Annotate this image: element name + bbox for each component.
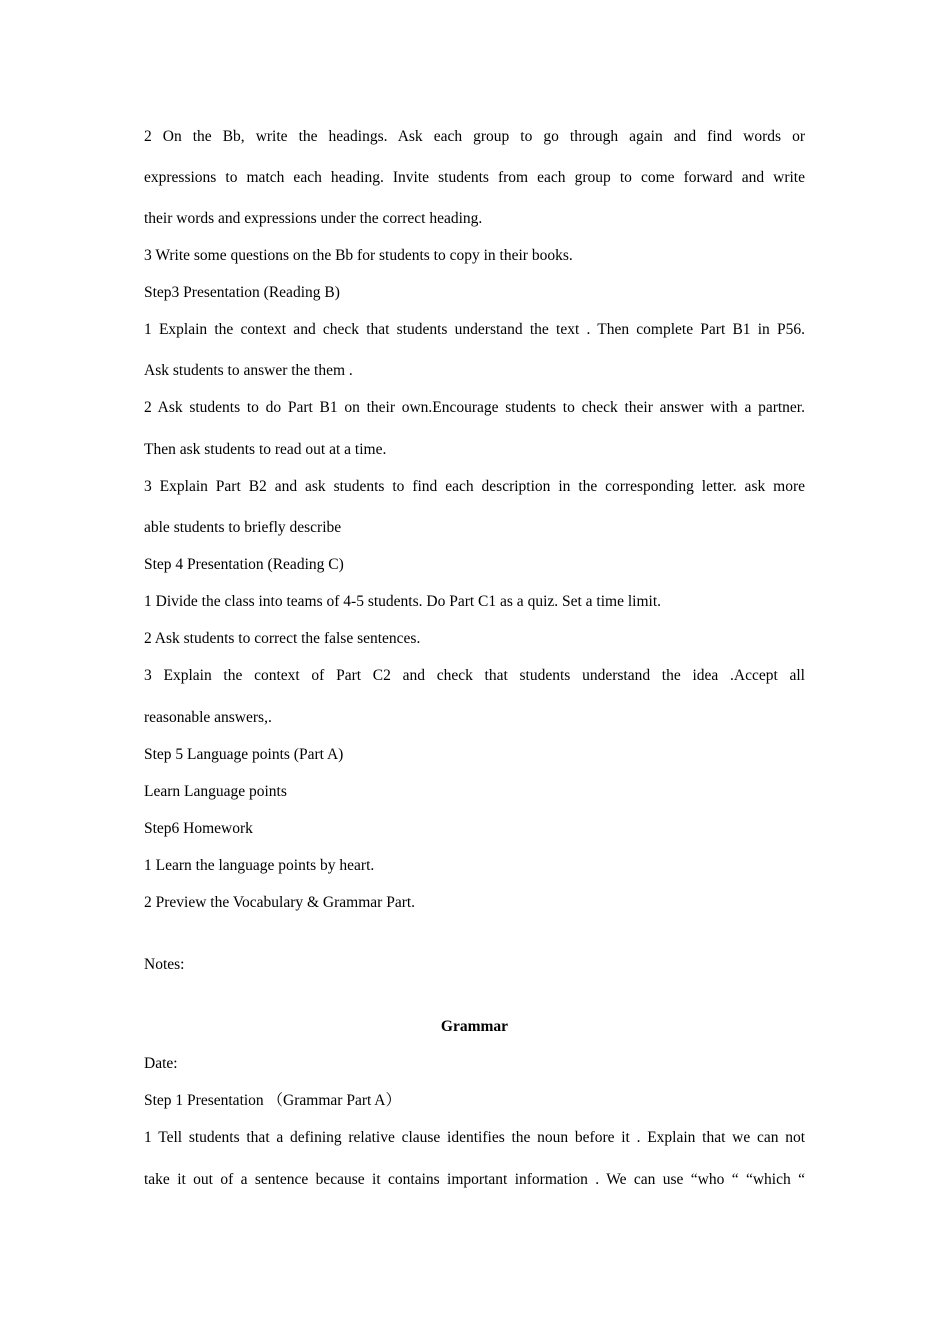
paragraph-line: 2 Ask students to do Part B1 on their own.Encourage students to check their answer with a partner. <box>144 399 805 416</box>
paragraph-line: reasonable answers,. <box>144 709 272 726</box>
paragraph-line: 1 Tell students that a defining relative clause identifies the noun before it . Explain that we can not <box>144 1129 805 1146</box>
paragraph-line: 3 Explain the context of Part C2 and check that students understand the idea .Accept all <box>144 667 805 684</box>
paragraph-line: Ask students to answer the them . <box>144 362 353 379</box>
date-label: Date: <box>144 1055 178 1072</box>
step-heading: Step 5 Language points (Part A) <box>144 746 344 763</box>
paragraph-line: expressions to match each heading. Invite students from each group to come forward and write <box>144 169 805 186</box>
notes-label: Notes: <box>144 956 185 973</box>
step-heading: Step 4 Presentation (Reading C) <box>144 556 344 573</box>
paragraph-line: 3 Explain Part B2 and ask students to find each description in the corresponding letter. ask more <box>144 478 805 495</box>
paragraph-line: take it out of a sentence because it contains important information . We can use “who “ “which “ <box>144 1171 805 1188</box>
paragraph-line: 1 Learn the language points by heart. <box>144 857 375 874</box>
paragraph-line: able students to briefly describe <box>144 519 342 536</box>
step-heading: Step3 Presentation (Reading B) <box>144 284 340 301</box>
paragraph-line: Learn Language points <box>144 783 287 800</box>
paragraph-line: 1 Explain the context and check that students understand the text . Then complete Part B1 in P56. <box>144 321 805 338</box>
paragraph-line: 2 Preview the Vocabulary & Grammar Part. <box>144 894 416 911</box>
paragraph-line: Then ask students to read out at a time. <box>144 441 387 458</box>
paragraph-line: 2 On the Bb, write the headings. Ask each group to go through again and find words or <box>144 128 805 145</box>
paragraph-line: 2 Ask students to correct the false sentences. <box>144 630 421 647</box>
paragraph-line: their words and expressions under the correct heading. <box>144 210 483 227</box>
step-heading: Step6 Homework <box>144 820 253 837</box>
section-title: Grammar <box>440 1018 509 1035</box>
paragraph-line: 3 Write some questions on the Bb for students to copy in their books. <box>144 247 573 264</box>
paragraph-line: 1 Divide the class into teams of 4-5 students. Do Part C1 as a quiz. Set a time limit. <box>144 593 662 610</box>
step-heading: Step 1 Presentation （Grammar Part A） <box>144 1092 401 1109</box>
